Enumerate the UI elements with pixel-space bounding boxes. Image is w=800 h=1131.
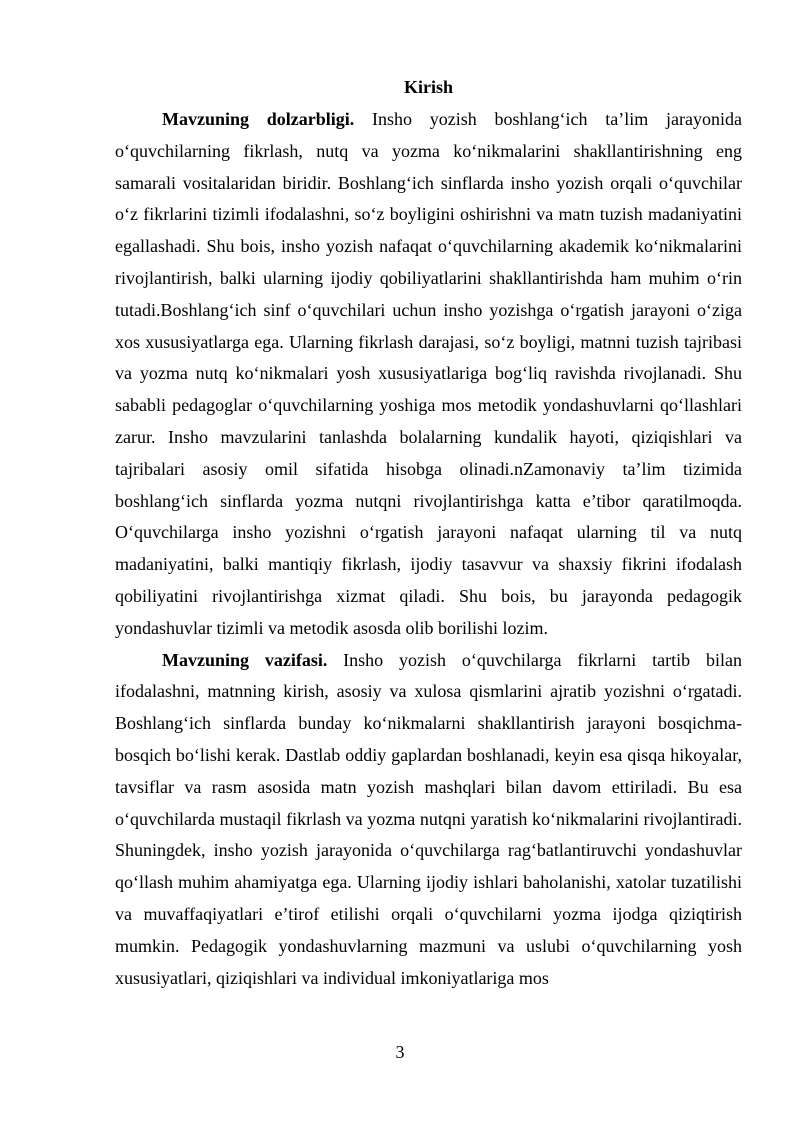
paragraph-relevance [115,104,742,645]
paragraph-lead-relevance: Mavzuning dolzarbligi. [162,109,355,129]
page-body [115,74,742,994]
paragraph-text-objective: Insho yozish o‘quvchilarga fikrlarni tartib bilan ifodalashni, matnning kirish, asosiy va xulosa qismlarini ajratib yozishni o‘rgatadi. Boshlang‘ich sinflarda bunday ko‘nikmalarni shakllantirish jarayoni bosqichma-bosqich bo‘lishi kerak. Dastlab oddiy gaplardan boshlanadi, keyin esa qisqa hikoyalar, tavsiflar va rasm asosida matn yozish mashqlari bilan davom ettiriladi. Bu esa o‘quvchilarda mustaqil fikrlash va yozma nutqni yaratish ko‘nikmalarini rivojlantiradi. Shuningdek, insho yozish jarayonida o‘quvchilarga rag‘batlantiruvchi yondashuvlar qo‘llash muhim ahamiyatga ega. Ularning ijodiy ishlari baholanishi, xatolar tuzatilishi va muvaffaqiyatlari e’tirof etilishi orqali o‘quvchilarni yozma ijodga qiziqtirish mumkin. Pedagogik yondashuvlarning mazmuni va uslubi o‘quvchilarning yosh xususiyatlari, qiziqishlari va individual imkoniyatlariga mos [115,649,742,988]
page-number: 3 [395,1042,405,1062]
paragraph-text-relevance: Insho yozish boshlang‘ich ta’lim jarayonida o‘quvchilarning fikrlash, nutq va yozma ko‘nikmalarini shakllantirishning eng samarali vositalaridan biridir. Boshlang‘ich sinflarda insho yozish orqali o‘quvchilar o‘z fikrlarini tizimli ifodalashni, so‘z boyligini oshirishni va matn tuzish madaniyatini egallashadi. Shu bois, insho yozish nafaqat o‘quvchilarning akademik ko‘nikmalarini rivojlantirish, balki ularning ijodiy qobiliyatlarini shakllantirishda ham muhim o‘rin tutadi.Boshlang‘ich sinf o‘quvchilari uchun insho yozishga o‘rgatish jarayoni o‘ziga xos xususiyatlarga ega. Ularning fikrlash darajasi, so‘z boyligi, matnni tuzish tajribasi va yozma nutq ko‘nikmalari yosh xususiyatlariga bog‘liq ravishda rivojlanadi. Shu sababli pedagoglar o‘quvchilarning yoshiga mos metodik yondashuvlarni qo‘llashlari zarur. Insho mavzularini tanlashda bolalarning kundalik hayoti, qiziqishlari va tajribalari asosiy omil sifatida hisobga olinadi.nZamonaviy ta’lim tizimida boshlang‘ich sinflarda yozma nutqni rivojlantirishga katta e’tibor qaratilmoqda. O‘quvchilarga insho yozishni o‘rgatish jarayoni nafaqat ularning til va nutq madaniyatini, balki mantiqiy fikrlash, ijodiy tasavvur va shaxsiy fikrini ifodalash qobiliyatini rivojlantirishga xizmat qiladi. Shu bois, bu jarayonda pedagogik yondashuvlar tizimli va metodik asosda olib borilishi lozim. [115,109,742,638]
paragraph-lead-objective: Mavzuning vazifasi. [162,649,328,670]
paragraph-objective [115,645,742,995]
section-heading: Kirish [403,77,453,97]
